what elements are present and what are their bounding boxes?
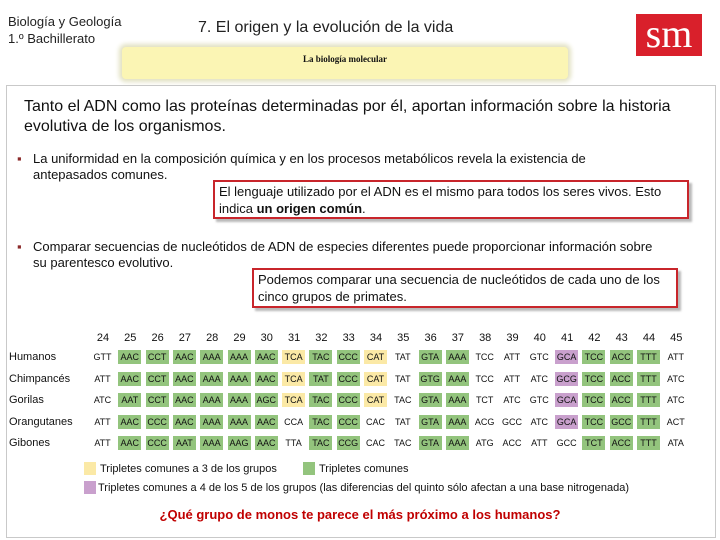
- codon-cell: TAT: [309, 372, 332, 386]
- codon-cell: ATC: [503, 395, 521, 405]
- codon-cell: TTT: [637, 436, 660, 450]
- codon-cell: AAG: [229, 438, 249, 448]
- codon-cell: TTT: [637, 393, 660, 407]
- codon-cell: CCC: [338, 416, 358, 427]
- position-number: 25: [124, 332, 137, 344]
- codon-cell: AAA: [228, 393, 251, 407]
- codon-cell: ATC: [530, 416, 548, 427]
- species-label: Orangutanes: [9, 415, 73, 428]
- codon-cell: GCC: [502, 416, 522, 427]
- codon-cell: TCT: [582, 436, 605, 450]
- codon-cell: AAA: [200, 393, 223, 407]
- codon-cell: GTC: [529, 352, 549, 362]
- codon-cell: ATT: [667, 352, 684, 362]
- bullet-marker: ▪: [17, 151, 22, 166]
- codon-cell: CAT: [364, 350, 387, 364]
- codon-cell: ACC: [611, 438, 631, 448]
- codon-cell: TAC: [394, 395, 412, 405]
- legend-swatch-green: [303, 462, 315, 475]
- codon-cell: AAC: [118, 350, 141, 364]
- codon-cell: CCC: [338, 395, 358, 405]
- codon-cell: TCA: [282, 372, 305, 386]
- section-label: La biología molecular: [303, 54, 387, 64]
- course-level: 1.º Bachillerato: [8, 31, 96, 46]
- codon-cell: CCC: [338, 373, 358, 384]
- codon-cell: GTC: [529, 395, 549, 405]
- codon-cell: TAT: [394, 373, 411, 384]
- codon-cell: AAA: [200, 372, 223, 386]
- codon-cell: TAC: [394, 438, 412, 448]
- codon-cell: ATA: [667, 438, 684, 448]
- codon-cell: GTA: [419, 350, 442, 364]
- intro-text: Tanto el ADN como las proteínas determinadas por él, aportan información sobre la historia evolutiva de los organismos.: [24, 98, 671, 135]
- codon-cell: TCA: [282, 393, 305, 407]
- codon-cell: AAC: [118, 372, 141, 386]
- codon-cell: CAT: [364, 372, 387, 386]
- course-subject: Biología y Geología: [8, 14, 122, 29]
- position-number: 35: [397, 332, 410, 344]
- codon-cell: GTG: [420, 373, 440, 384]
- codon-cell: AAA: [200, 350, 223, 364]
- codon-cell: TCC: [475, 352, 494, 362]
- position-number: 28: [206, 332, 219, 344]
- codon-cell: TCC: [582, 372, 605, 386]
- codon-cell: AAA: [200, 415, 223, 429]
- position-number: 32: [315, 332, 328, 344]
- codon-cell: TCC: [582, 350, 605, 364]
- codon-cell: TTT: [637, 372, 660, 386]
- bullet-marker: ▪: [17, 239, 22, 254]
- codon-cell: AAA: [446, 393, 469, 407]
- codon-cell: AAA: [200, 436, 223, 450]
- codon-cell: ATC: [667, 373, 685, 384]
- info-box-text: Podemos comparar una secuencia de nucleótidos de cada uno de los cinco grupos de primates.: [258, 272, 660, 304]
- position-number: 29: [233, 332, 246, 344]
- codon-cell: ATG: [475, 438, 494, 448]
- codon-cell: GCC: [556, 438, 577, 448]
- codon-cell: ATC: [93, 395, 112, 405]
- codon-cell: ACT: [666, 416, 685, 427]
- codon-cell: ATT: [503, 352, 521, 362]
- bullet-text: Comparar secuencias de nucleótidos de ADN de especies diferentes puede proporcionar información sobre su parentesco evolutivo.: [33, 239, 653, 270]
- codon-cell: ATT: [94, 438, 111, 448]
- position-number: 40: [533, 332, 546, 344]
- codon-cell: CCT: [146, 393, 169, 407]
- codon-cell: TAT: [394, 416, 411, 427]
- position-number: 45: [670, 332, 683, 344]
- codon-cell: ATC: [667, 395, 685, 405]
- codon-cell: AAC: [173, 350, 196, 364]
- codon-cell: CCG: [338, 438, 359, 448]
- codon-cell: TCC: [582, 415, 605, 429]
- legend-swatch-yellow: [84, 462, 96, 475]
- codon-cell: AAC: [255, 372, 278, 386]
- legend-label-purple: Tripletes comunes a 4 de los 5 de los grupos (las diferencias del quinto sólo afectan a una base nitrogenada): [98, 482, 629, 494]
- codon-cell: AAA: [228, 350, 251, 364]
- codon-cell: AAA: [446, 436, 469, 450]
- codon-cell: CCC: [147, 438, 167, 448]
- codon-cell: GTT: [93, 352, 112, 362]
- position-number: 33: [342, 332, 355, 344]
- position-number: 24: [96, 332, 110, 344]
- bullet-uniformity: [17, 151, 653, 183]
- position-number: 36: [424, 332, 437, 344]
- codon-cell: AAT: [118, 393, 141, 407]
- codon-cell: TTT: [637, 415, 660, 429]
- codon-cell: GTA: [419, 436, 442, 450]
- codon-cell: CCT: [146, 350, 169, 364]
- codon-cell: TAC: [309, 393, 332, 407]
- position-number: 39: [506, 332, 519, 344]
- codon-cell: CAC: [365, 438, 385, 448]
- info-box-primates: [252, 268, 678, 308]
- info-box-text: El lenguaje utilizado por el ADN es el mismo para todos los seres vivos. Esto indica: [219, 184, 662, 216]
- info-box-emphasis: un origen común: [256, 201, 363, 216]
- codon-cell: TCT: [475, 395, 494, 405]
- codon-cell: ACC: [502, 438, 522, 448]
- species-label: Chimpancés: [9, 372, 71, 385]
- codon-cell: GCA: [556, 416, 577, 427]
- page-title: 7. El origen y la evolución de la vida: [198, 19, 454, 36]
- position-number: 27: [178, 332, 192, 344]
- codon-cell: GTA: [419, 415, 442, 429]
- codon-cell: AAC: [255, 350, 278, 364]
- codon-cell: AAC: [255, 436, 278, 450]
- position-number: 43: [615, 332, 628, 344]
- codon-cell: AAC: [118, 415, 141, 429]
- codon-cell: CCA: [284, 416, 304, 427]
- codon-cell: CAT: [364, 393, 387, 407]
- codon-cell: ACG: [474, 416, 495, 427]
- codon-cell: GCG: [556, 373, 577, 384]
- info-box-end: .: [362, 201, 366, 216]
- codon-cell: AAA: [228, 372, 251, 386]
- codon-cell: ACC: [611, 395, 631, 405]
- position-number: 44: [642, 332, 656, 344]
- codon-cell: GTA: [419, 393, 442, 407]
- legend-label-green: Tripletes comunes: [319, 463, 409, 475]
- sm-logo: sm: [636, 14, 702, 56]
- position-number: 31: [287, 332, 301, 344]
- codon-cell: ATT: [531, 438, 548, 448]
- codon-cell: ATT: [94, 416, 111, 427]
- codon-cell: TAC: [309, 415, 332, 429]
- course-label: [8, 13, 121, 47]
- codon-cell: TAC: [309, 436, 332, 450]
- codon-cell: AAA: [446, 372, 469, 386]
- codon-cell: GCC: [611, 416, 632, 427]
- codon-cell: AGC: [256, 395, 277, 405]
- codon-cell: TCC: [582, 393, 605, 407]
- codon-cell: CAC: [365, 416, 385, 427]
- species-label: Humanos: [9, 351, 57, 363]
- codon-cell: ATT: [94, 373, 111, 384]
- species-label: Gorilas: [9, 394, 44, 406]
- codon-cell: AAA: [228, 415, 251, 429]
- codon-cell: AAA: [446, 415, 469, 429]
- codon-cell: GCA: [556, 395, 577, 405]
- bullet-text: La uniformidad en la composición química y en los procesos metabólicos revela la existencia de antepasados comunes.: [33, 151, 586, 182]
- codon-cell: AAC: [173, 415, 196, 429]
- codon-cell: GCA: [556, 352, 577, 362]
- position-number: 26: [151, 332, 164, 344]
- codon-cell: TAT: [394, 352, 411, 362]
- question-text: ¿Qué grupo de monos te parece el más próximo a los humanos?: [159, 507, 561, 522]
- position-number: 42: [588, 332, 601, 344]
- codon-cell: AAC: [118, 436, 141, 450]
- codon-cell: TTA: [285, 438, 302, 448]
- codon-cell: AAC: [173, 372, 196, 386]
- info-box-common-origin: [213, 180, 689, 219]
- bullet-comparison: [17, 239, 663, 271]
- species-label: Gibones: [9, 437, 50, 449]
- codon-cell: AAC: [173, 393, 196, 407]
- position-number: 37: [451, 332, 465, 344]
- legend-label-yellow: Tripletes comunes a 3 de los grupos: [100, 463, 277, 475]
- position-number: 34: [369, 332, 383, 344]
- codon-cell: TCC: [475, 373, 494, 384]
- codon-cell: ACC: [611, 352, 631, 362]
- codon-cell: TAC: [309, 350, 332, 364]
- codon-cell: ACC: [611, 373, 631, 384]
- position-number: 30: [260, 332, 273, 344]
- legend-swatch-purple: [84, 481, 96, 494]
- codon-cell: ATC: [530, 373, 548, 384]
- section-bar: [122, 47, 568, 79]
- codon-cell: AAC: [255, 415, 278, 429]
- position-number: 38: [479, 332, 492, 344]
- codon-cell: AAA: [446, 350, 469, 364]
- codon-cell: AAT: [173, 436, 196, 450]
- codon-cell: TCA: [282, 350, 305, 364]
- codon-cell: CCT: [146, 372, 169, 386]
- position-number: 41: [560, 332, 574, 344]
- codon-cell: CCC: [338, 352, 358, 362]
- codon-cell: TTT: [637, 350, 660, 364]
- codon-cell: CCC: [147, 416, 167, 427]
- codon-cell: ATT: [503, 373, 521, 384]
